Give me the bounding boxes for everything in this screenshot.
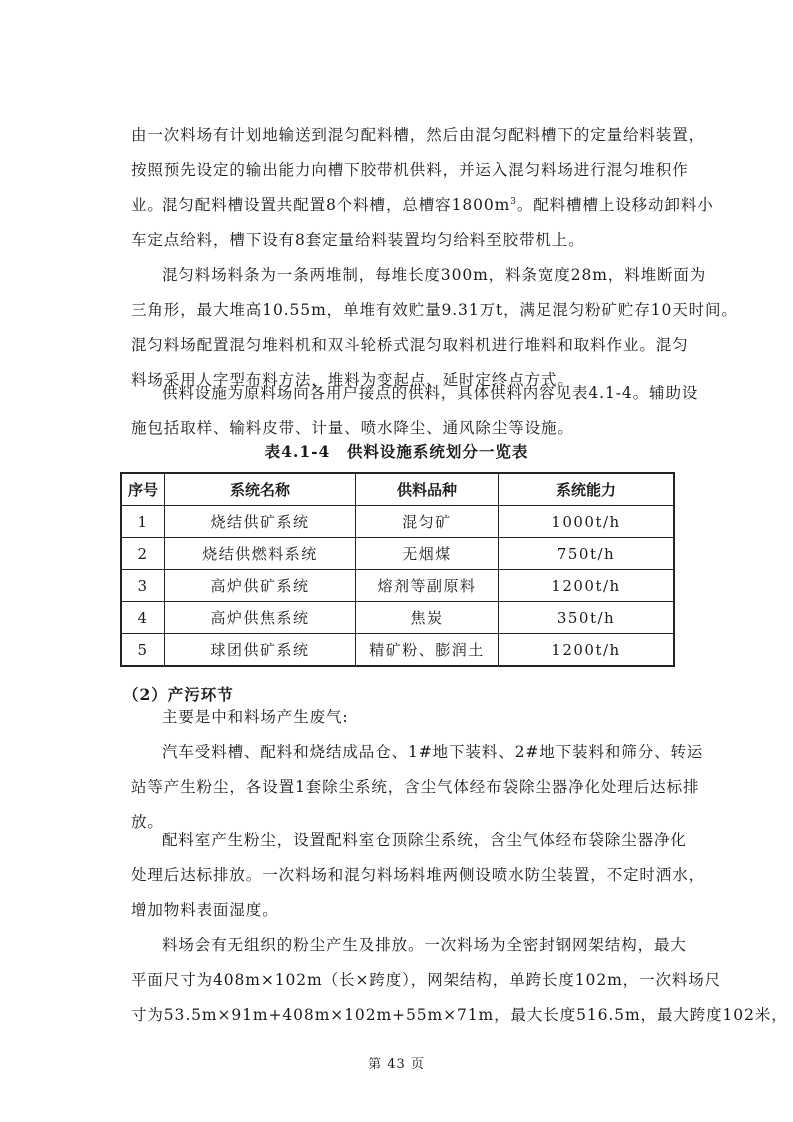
text-line: 混匀料场料条为一条两堆制，每堆长度300m，料条宽度28m，料堆断面为 <box>162 266 707 284</box>
table-cell: 精矿粉、膨润土 <box>356 634 499 667</box>
table-cell: 1000t/h <box>499 506 675 538</box>
text-line: 车定点给料，槽下设有8套定量给料装置均匀给料至胶带机上。 <box>131 231 585 249</box>
table-cell: 4 <box>121 602 165 634</box>
header-cell: 系统名称 <box>165 473 356 506</box>
text-line: 料场采用人字型布料方法，堆料为变起点、延时定终点方式。 <box>131 371 574 389</box>
text-line: 汽车受料槽、配料和烧结成品仓、1#地下装料、2#地下装料和筛分、转运 <box>162 743 704 761</box>
table-cell: 1200t/h <box>499 570 675 602</box>
table-cell: 烧结供矿系统 <box>165 506 356 538</box>
text-line: 料场会有无组织的粉尘产生及排放。一次料场为全密封钢网架结构，最大 <box>162 936 687 954</box>
header-cell: 序号 <box>121 473 165 506</box>
table-cell: 球团供矿系统 <box>165 634 356 667</box>
table-cell: 烧结供燃料系统 <box>165 538 356 570</box>
paragraph-4 <box>131 376 699 446</box>
table-caption: 表4.1-4 供料设施系统划分一览表 <box>264 442 529 461</box>
table-cell: 无烟煤 <box>356 538 499 570</box>
paragraph-5 <box>131 700 666 735</box>
text-line: 平面尺寸为408m×102m（长×跨度），网架结构，单跨长度102m，一次料场尺 <box>131 971 722 989</box>
text-line: 放。 <box>131 813 164 831</box>
table-cell: 熔剂等副原料 <box>356 570 499 602</box>
table-cell: 1 <box>121 506 165 538</box>
table-row <box>121 506 674 538</box>
table-cell: 1200t/h <box>499 634 675 667</box>
text-line: 主要是中和料场产生废气: <box>162 708 349 726</box>
table-cell: 5 <box>121 634 165 667</box>
table-cell: 350t/h <box>499 602 675 634</box>
text-line: 施包括取样、输料皮带、计量、喷水降尘、通风除尘等设施。 <box>131 419 574 437</box>
table-header-row <box>121 473 674 506</box>
text-segment: 。配料槽槽上设移动卸料小 <box>516 196 714 214</box>
table-cell: 高炉供矿系统 <box>165 570 356 602</box>
table-cell: 高炉供焦系统 <box>165 602 356 634</box>
header-cell: 系统能力 <box>499 473 675 506</box>
text-line: 按照预先设定的输出能力向槽下胶带机供料，并运入混匀料场进行混匀堆积作 <box>131 161 689 179</box>
text-line: 站等产生粉尘，各设置1套除尘系统，含尘气体经布袋除尘器净化处理后达标排 <box>131 778 700 796</box>
header-cell: 供料品种 <box>356 473 499 506</box>
text-segment: 混匀配料槽设置共配置8个料槽，总槽容1800m <box>162 196 511 214</box>
section-heading: （2）产污环节 <box>123 685 234 704</box>
text-line <box>131 188 714 223</box>
table-row <box>121 602 674 634</box>
table-row <box>121 634 674 667</box>
paragraph-8 <box>131 928 788 1033</box>
text-line: 混匀料场配置混匀堆料机和双斗轮桥式混匀取料机进行堆料和取料作业。混匀 <box>131 336 689 354</box>
superscript: 3 <box>510 196 517 207</box>
text-line: 寸为53.5m×91m+408m×102m+55m×71m，最大长度516.5m，最大跨度102米， <box>131 1006 788 1024</box>
table-cell: 750t/h <box>499 538 675 570</box>
text-line: 由一次料场有计划地输送到混匀配料槽，然后由混匀配料槽下的定量给料装置， <box>131 126 706 144</box>
text-line: 配料室产生粉尘，设置配料室仓顶除尘系统，含尘气体经布袋除尘器净化 <box>162 831 687 849</box>
text-line: 三角形，最大堆高10.55m，单堆有效贮量9.31万t，满足混匀粉矿贮存10天时间。 <box>131 301 738 319</box>
table-cell: 混匀矿 <box>356 506 499 538</box>
table-row <box>121 538 674 570</box>
supply-system-table <box>120 472 675 667</box>
page-number: 第 43 页 <box>368 1057 425 1072</box>
table-cell: 2 <box>121 538 165 570</box>
table-cell: 焦炭 <box>356 602 499 634</box>
table-row <box>121 570 674 602</box>
paragraph-7 <box>131 823 706 928</box>
text-line: 增加物料表面湿度。 <box>131 901 279 919</box>
text-line: 处理后达标排放。一次料场和混匀料场料堆两侧设喷水防尘装置，不定时洒水， <box>131 866 706 884</box>
table-cell: 3 <box>121 570 165 602</box>
paragraph-2 <box>131 188 714 258</box>
text-line: 供料设施为原料场向各用户接点的供料，具体供料内容见表4.1-4。辅助设 <box>162 384 699 402</box>
text-line: 业。 <box>131 196 164 214</box>
